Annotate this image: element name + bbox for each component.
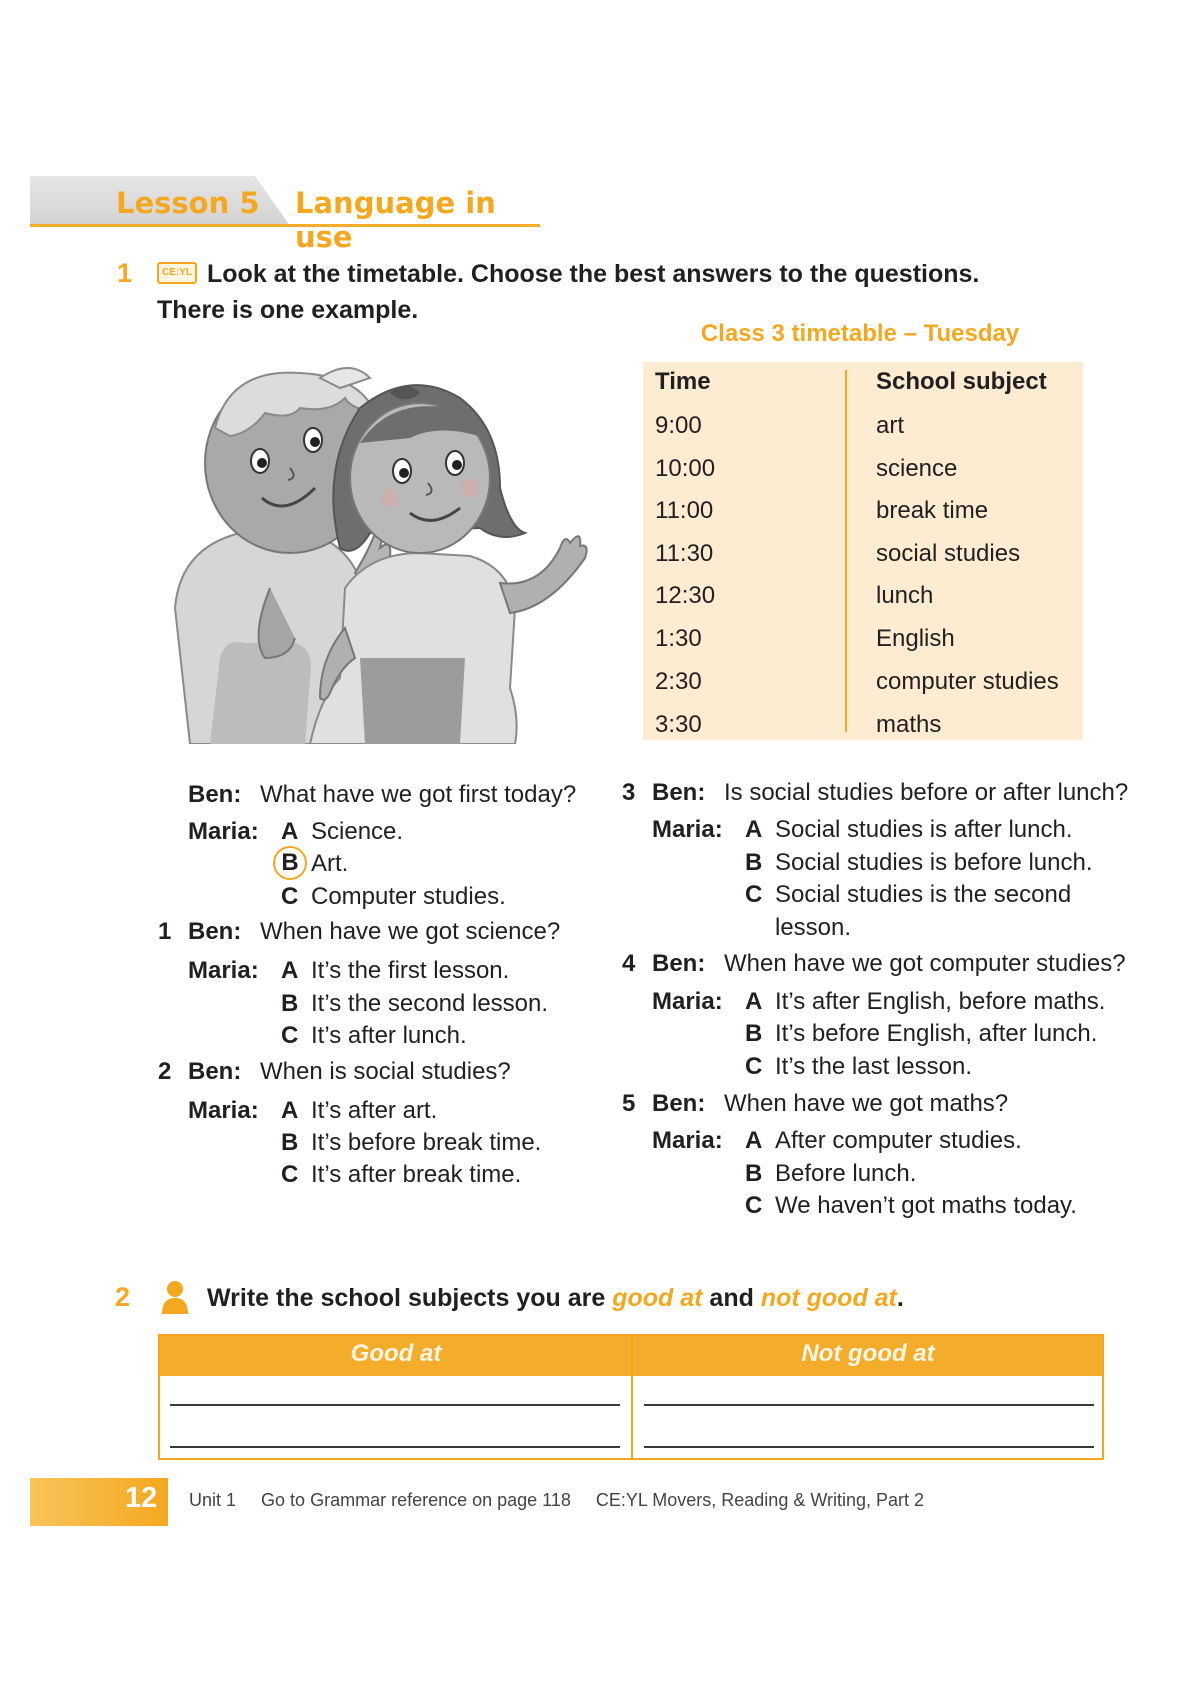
subjects-table <box>158 1334 1104 1460</box>
ceyl-exam-icon: CE:YL <box>157 262 197 284</box>
question-1-maria: Maria: <box>188 957 259 984</box>
question-1-number: 1 <box>158 918 172 945</box>
timetable-head-subject: School subject <box>876 368 1047 395</box>
example-option-c: Computer studies. <box>311 883 506 910</box>
question-2-option-a: It’s after art. <box>311 1097 438 1124</box>
option-letter-b[interactable]: B <box>745 1160 763 1187</box>
timetable-time: 9:00 <box>655 412 702 439</box>
timetable-time: 1:30 <box>655 625 702 652</box>
write-line-good-2[interactable] <box>170 1446 620 1448</box>
option-letter-c[interactable]: C <box>745 1192 763 1219</box>
exercise-1-number: 1 <box>117 258 133 288</box>
timetable-time: 2:30 <box>655 668 702 695</box>
column-good-at: Good at <box>350 1340 442 1367</box>
option-letter-a[interactable]: A <box>281 1097 299 1124</box>
question-3-maria: Maria: <box>652 816 723 843</box>
footer-grammar-link: Go to Grammar reference on page 118 <box>261 1490 571 1510</box>
question-4-maria: Maria: <box>652 988 723 1015</box>
timetable-time: 3:30 <box>655 711 702 738</box>
option-letter-c[interactable]: C <box>281 1161 299 1188</box>
question-2-maria: Maria: <box>188 1097 259 1124</box>
question-4-option-c: It’s the last lesson. <box>775 1053 972 1080</box>
question-4-option-a: It’s after English, before maths. <box>775 988 1106 1015</box>
timetable-subject: maths <box>876 711 942 738</box>
timetable-time: 12:30 <box>655 582 716 609</box>
option-letter-b[interactable]: B <box>281 990 299 1017</box>
example-option-b: Art. <box>311 850 349 877</box>
person-icon <box>162 1280 188 1314</box>
option-letter-a[interactable]: A <box>281 957 299 984</box>
question-5-option-b: Before lunch. <box>775 1160 917 1187</box>
question-4-text: When have we got computer studies? <box>724 950 1126 977</box>
question-1-option-a: It’s the first lesson. <box>311 957 510 984</box>
question-3-option-c: Social studies is the second <box>775 881 1072 908</box>
exercise-2-number: 2 <box>115 1282 131 1312</box>
question-4-speaker: Ben: <box>652 950 706 977</box>
exercise-1-instruction: Look at the timetable. Choose the best answers to the questions. <box>207 260 980 288</box>
children-illustration <box>170 358 630 744</box>
write-line-notgood-2[interactable] <box>644 1446 1094 1448</box>
question-2-text: When is social studies? <box>260 1058 511 1085</box>
timetable-subject: computer studies <box>876 668 1059 695</box>
lesson-title: Language in use <box>295 186 496 254</box>
question-2-option-c: It’s after break time. <box>311 1161 522 1188</box>
timetable-subject: English <box>876 625 955 652</box>
timetable-head-time: Time <box>655 368 711 395</box>
option-letter-b[interactable]: B <box>281 1129 299 1156</box>
option-letter-c[interactable]: C <box>745 881 763 908</box>
timetable-title: Class 3 timetable – Tuesday <box>700 320 1020 347</box>
timetable-subject: lunch <box>876 582 934 609</box>
question-4-number: 4 <box>622 950 636 977</box>
question-5-speaker: Ben: <box>652 1090 706 1117</box>
option-letter-c[interactable]: C <box>281 1022 299 1049</box>
question-1-option-c: It’s after lunch. <box>311 1022 467 1049</box>
timetable-subject: social studies <box>876 540 1021 567</box>
question-2-speaker: Ben: <box>188 1058 242 1085</box>
page-number: 12 <box>125 1482 158 1514</box>
timetable-subject: science <box>876 455 958 482</box>
write-line-good-1[interactable] <box>170 1404 620 1406</box>
column-not-good-at: Not good at <box>801 1340 935 1367</box>
question-3-option-b: Social studies is before lunch. <box>775 849 1093 876</box>
timetable-divider <box>845 370 847 732</box>
example-answer-circle: B <box>273 846 307 880</box>
question-4-option-b: It’s before English, after lunch. <box>775 1020 1098 1047</box>
question-3-option-a: Social studies is after lunch. <box>775 816 1073 843</box>
question-5-option-c: We haven’t got maths today. <box>775 1192 1077 1219</box>
option-letter-a[interactable]: A <box>745 816 763 843</box>
question-3-speaker: Ben: <box>652 779 706 806</box>
example-question: What have we got first today? <box>260 781 577 808</box>
column-separator <box>631 1336 633 1458</box>
timetable-time: 10:00 <box>655 455 716 482</box>
option-letter-b[interactable]: B <box>745 849 763 876</box>
question-5-text: When have we got maths? <box>724 1090 1009 1117</box>
question-1-text: When have we got science? <box>260 918 561 945</box>
timetable-time: 11:30 <box>655 540 714 567</box>
question-3-number: 3 <box>622 779 636 806</box>
timetable-subject: break time <box>876 497 989 524</box>
option-letter-a[interactable]: A <box>745 1127 763 1154</box>
timetable-subject: art <box>876 412 905 439</box>
option-letter-b[interactable]: B <box>745 1020 763 1047</box>
write-line-notgood-1[interactable] <box>644 1404 1094 1406</box>
question-2-option-b: It’s before break time. <box>311 1129 542 1156</box>
question-5-number: 5 <box>622 1090 636 1117</box>
example-speaker-maria: Maria: <box>188 818 259 845</box>
footer-exam: CE:YL Movers, Reading & Writing, Part 2 <box>595 1490 925 1510</box>
option-letter-a: A <box>281 818 299 845</box>
option-letter-c[interactable]: C <box>745 1053 763 1080</box>
question-5-option-a: After computer studies. <box>775 1127 1022 1154</box>
highlight-good-at: good at <box>612 1284 703 1312</box>
lesson-number: Lesson 5 <box>116 186 260 220</box>
question-1-option-b: It’s the second lesson. <box>311 990 549 1017</box>
question-1-speaker: Ben: <box>188 918 242 945</box>
question-3-option-c-cont: lesson. <box>775 914 852 941</box>
exercise-2-instruction: Write the school subjects you are good at and not good at. <box>207 1284 904 1312</box>
exercise-1-instruction-2: There is one example. <box>157 296 419 324</box>
highlight-not-good-at: not good at <box>760 1284 897 1312</box>
example-speaker-ben: Ben: <box>188 781 242 808</box>
timetable-time: 11:00 <box>655 497 714 524</box>
example-option-a: Science. <box>311 818 404 845</box>
question-5-maria: Maria: <box>652 1127 723 1154</box>
option-letter-c: C <box>281 883 299 910</box>
footer-unit: Unit 1 <box>189 1490 237 1510</box>
question-3-text: Is social studies before or after lunch? <box>724 779 1129 806</box>
option-letter-a[interactable]: A <box>745 988 763 1015</box>
footer-text <box>189 1490 944 1511</box>
lesson-header <box>30 176 540 254</box>
question-2-number: 2 <box>158 1058 172 1085</box>
